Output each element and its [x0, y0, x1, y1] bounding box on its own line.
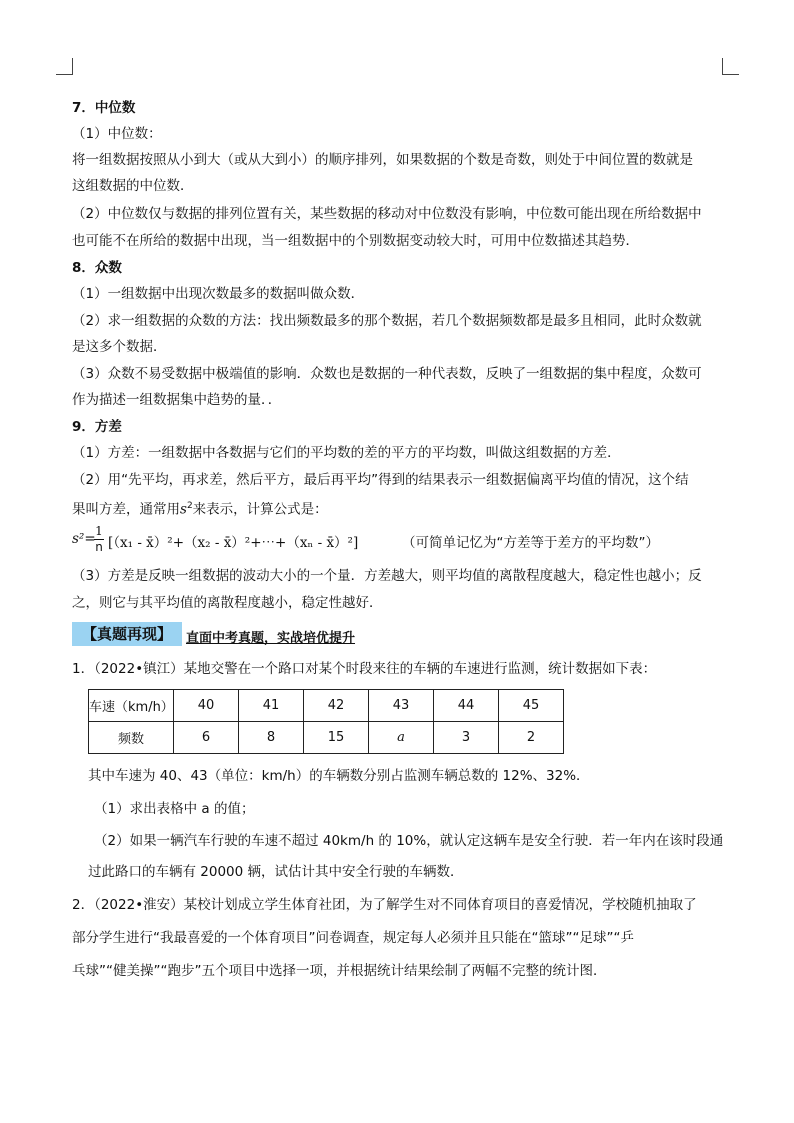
- section9-line3-start: 果叫方差，通常用: [72, 501, 180, 518]
- variance-symbol: s: [180, 501, 187, 518]
- section9-line6: 之，则它与其平均值的离散程度越小，稳定性越好．: [72, 595, 383, 611]
- section7-line1: （1）中位数：: [72, 126, 162, 142]
- section8-line5: 作为描述一组数据集中趋势的量．．: [72, 392, 282, 408]
- formula-body: [（x₁ - x̄）²+（x₂ - x̄）²+⋯+（xₙ - x̄）²]: [108, 535, 359, 551]
- fraction-numerator: 1: [95, 524, 103, 538]
- table-cell-variable: [369, 722, 434, 754]
- section7-line2: 将一组数据按照从小到大（或从大到小）的顺序排列，如果数据的个数是奇数，则处于中间位置的数就是: [72, 152, 693, 168]
- section9-line5: （3）方差是反映一组数据的波动大小的一个量．方差越大，则平均值的离散程度越大，稳定性也越小；反: [72, 568, 702, 584]
- section8-line2: （2）求一组数据的众数的方法：找出频数最多的那个数据，若几个数据频数都是最多且相同，此时众数就: [72, 313, 702, 329]
- speed-frequency-table: [88, 689, 564, 754]
- section8-title: 8．众数: [72, 260, 122, 276]
- table-header-speed: 车速（km/h）: [89, 690, 174, 722]
- table-row-frequency: [89, 722, 564, 754]
- table-cell: 15: [304, 722, 369, 754]
- q1-part2: （2）如果一辆汽车行驶的车速不超过 40km/h 的 10%，就认定这辆车是安全行驶．若一年内在该时段通: [94, 833, 724, 849]
- section7-line3: 这组数据的中位数．: [72, 178, 194, 194]
- crop-mark-top-left: [56, 58, 73, 75]
- section9-line3-end: 来表示，计算公式是：: [192, 501, 328, 518]
- section7-line4: （2）中位数仅与数据的排列位置有关，某些数据的移动对中位数没有影响，中位数可能出现在所给数据中: [72, 206, 702, 222]
- formula-note: （可简单记忆为“方差等于差方的平均数”）: [402, 535, 659, 551]
- table-cell: 40: [174, 690, 239, 722]
- q1-stem: 1．（2022•镇江）某地交警在一个路口对某个时段来往的车辆的车速进行监测，统计数据如下表：: [72, 661, 657, 677]
- section7-title: 7．中位数: [72, 100, 136, 116]
- section-banner-subtitle: 直面中考真题，实战培优提升: [186, 631, 356, 646]
- q1-part2-cont: 过此路口的车辆有 20000 辆，试估计其中安全行驶的车辆数．: [88, 864, 464, 880]
- table-cell: 45: [499, 690, 564, 722]
- section8-line4: （3）众数不易受数据中极端值的影响．众数也是数据的一种代表数，反映了一组数据的集中程度，众数可: [72, 366, 702, 382]
- formula-lhs: s²=: [72, 531, 96, 547]
- section9-line3: [72, 497, 328, 519]
- q2-line2: 部分学生进行“我最喜爱的一个体育项目”问卷调查，规定每人必须并且只能在“篮球”“足球”“乒: [72, 930, 634, 946]
- q1-line1: 其中车速为 40、43（单位：km/h）的车辆数分别占监测车辆总数的 12%、32%．: [88, 768, 590, 784]
- table-cell: 6: [174, 722, 239, 754]
- fraction-denominator: n: [95, 540, 103, 554]
- crop-mark-top-right: [722, 58, 739, 75]
- formula-fraction: [94, 525, 104, 554]
- q2-line1: 2．（2022•淮安）某校计划成立学生体育社团，为了解学生对不同体育项目的喜爱情况，学校随机抽取了: [72, 897, 697, 913]
- table-cell: 41: [239, 690, 304, 722]
- table-cell: 43: [369, 690, 434, 722]
- table-cell: 2: [499, 722, 564, 754]
- section9-line2: （2）用“先平均，再求差，然后平方，最后再平均”得到的结果表示一组数据偏离平均值的情况，这个结: [72, 472, 689, 488]
- section9-line1: （1）方差：一组数据中各数据与它们的平均数的差的平方的平均数，叫做这组数据的方差．: [72, 445, 621, 461]
- variable-a: a: [397, 730, 405, 745]
- q1-part1: （1）求出表格中 a 的值；: [94, 801, 255, 817]
- table-cell: 8: [239, 722, 304, 754]
- table-row-speed: [89, 690, 564, 722]
- section8-line1: （1）一组数据中出现次数最多的数据叫做众数．: [72, 286, 365, 302]
- section8-line3: 是这多个数据．: [72, 339, 167, 355]
- table-header-frequency: 频数: [89, 722, 174, 754]
- table-cell: 42: [304, 690, 369, 722]
- table-cell: 3: [434, 722, 499, 754]
- q2-line3: 乓球”“健美操”“跑步”五个项目中选择一项，并根据统计结果绘制了两幅不完整的统计图．: [72, 963, 607, 979]
- table-cell: 44: [434, 690, 499, 722]
- variance-exponent: 2: [186, 501, 193, 511]
- section9-title: 9．方差: [72, 419, 122, 435]
- section7-line5: 也可能不在所给的数据中出现，当一组数据中的个别数据变动较大时，可用中位数描述其趋势．: [72, 233, 639, 249]
- section-banner: 【真题再现】: [72, 622, 182, 646]
